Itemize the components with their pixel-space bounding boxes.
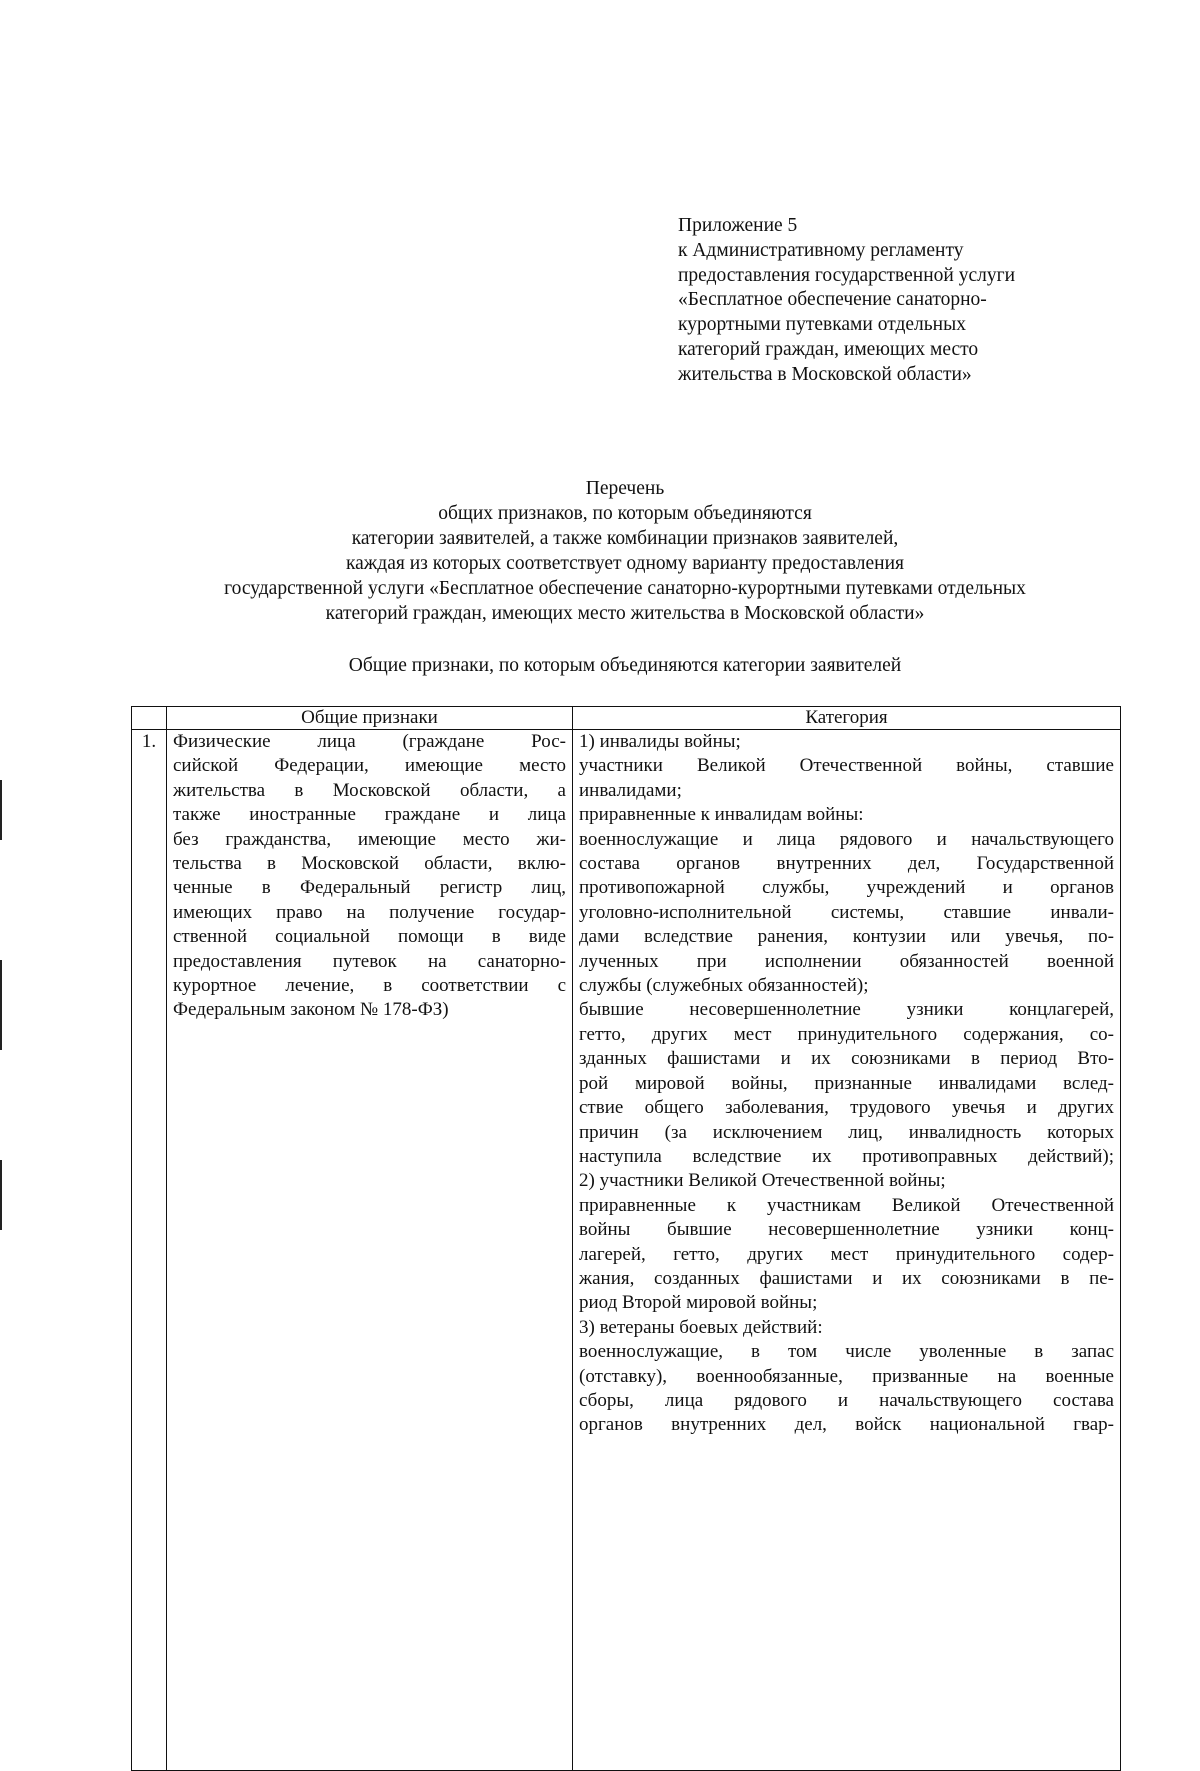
- category-line: лагерей, гетто, других мест принудительного содер-: [579, 1243, 1114, 1265]
- category-line: уголовно-исполнительной системы, ставшие инвали-: [579, 901, 1114, 923]
- sign-line: Федеральным законом № 178-ФЗ): [173, 999, 449, 1021]
- category-line: противопожарной службы, учреждений и органов: [579, 877, 1114, 899]
- scan-edge-artifact: [0, 780, 2, 840]
- document-title: [80, 476, 1170, 626]
- category-line: жания, созданных фашистами и их союзниками в пе-: [579, 1267, 1114, 1289]
- sign-line: без гражданства, имеющие место жи-: [173, 828, 566, 850]
- section-subtitle: Общие признаки, по которым объединяются категории заявителей: [348, 655, 902, 676]
- category-line: 1) инвалиды войны;: [579, 731, 741, 752]
- category-line: инвалидами;: [579, 779, 682, 801]
- appendix-line: предоставления государственной услуги: [678, 264, 1016, 286]
- appendix-line: категорий граждан, имеющих место: [678, 338, 979, 360]
- title-line: каждая из которых соответствует одному варианту предоставления: [345, 553, 905, 574]
- category-line: причин (за исключением лиц, инвалидность которых: [579, 1121, 1114, 1143]
- category-line: войны бывшие несовершеннолетние узники конц-: [579, 1219, 1114, 1241]
- scan-edge-artifact: [0, 960, 2, 1050]
- category-line: службы (служебных обязанностей);: [579, 975, 869, 997]
- category-line: наступила вследствие их противоправных действий);: [579, 1145, 1114, 1167]
- title-line: категории заявителей, а также комбинации признаков заявителей,: [351, 528, 899, 549]
- header-category: Категория: [573, 707, 1121, 730]
- sign-line: курортное лечение, в соответствии с: [173, 975, 566, 997]
- appendix-line: Приложение 5: [678, 215, 798, 236]
- row-number: 1.: [132, 730, 167, 1771]
- category-line: дами вследствие ранения, контузии или увечья, по-: [579, 926, 1114, 948]
- sign-line: имеющих право на получение государ-: [173, 901, 566, 923]
- category-line: участники Великой Отечественной войны, ставшие: [579, 755, 1114, 777]
- title-line: категорий граждан, имеющих место жительства в Московской области»: [325, 603, 925, 624]
- scan-edge-artifact: [0, 1160, 2, 1230]
- category-line: военнослужащие, в том числе уволенные в запас: [579, 1341, 1114, 1363]
- category-cell: [573, 730, 1121, 1771]
- category-line: лученных при исполнении обязанностей военной: [579, 950, 1114, 972]
- appendix-line: жительства в Московской области»: [678, 363, 972, 385]
- sign-line: ченные в Федеральный регистр лиц,: [173, 877, 566, 899]
- general-signs-cell: [167, 730, 573, 1771]
- table-header-row: [132, 707, 1121, 730]
- title-line: Перечень: [585, 478, 665, 499]
- appendix-line: курортными путевками отдельных: [678, 314, 966, 336]
- category-line: органов внутренних дел, войск национальной гвар-: [579, 1414, 1114, 1436]
- appendix-line: к Административному регламенту: [678, 239, 964, 261]
- category-line: приравненные к инвалидам войны:: [579, 804, 864, 826]
- appendix-line: «Бесплатное обеспечение санаторно-: [678, 289, 987, 311]
- title-line: общих признаков, по которым объединяются: [438, 503, 812, 524]
- category-line: рой мировой войны, признанные инвалидами вслед-: [579, 1072, 1114, 1094]
- appendix-header: [678, 214, 1158, 388]
- category-line: состава органов внутренних дел, Государственной: [579, 853, 1114, 875]
- category-line: (отставку), военнообязанные, призванные на военные: [579, 1365, 1114, 1387]
- applicant-signs-table: [131, 706, 1121, 1771]
- sign-line: сийской Федерации, имеющие место: [173, 755, 566, 777]
- category-line: 2) участники Великой Отечественной войны;: [579, 1170, 946, 1192]
- sign-line: также иностранные граждане и лица: [173, 804, 566, 826]
- category-line: ствие общего заболевания, трудового увечья и других: [579, 1097, 1114, 1119]
- sign-line: тельства в Московской области, вклю-: [173, 853, 566, 875]
- sign-line: предоставления путевок на санаторно-: [173, 950, 566, 972]
- category-line: бывшие несовершеннолетние узники концлагерей,: [579, 999, 1114, 1021]
- category-line: 3) ветераны боевых действий:: [579, 1316, 823, 1338]
- table-row: [132, 730, 1121, 1771]
- category-line: гетто, других мест принудительного содержания, со-: [579, 1023, 1114, 1045]
- title-line: государственной услуги «Бесплатное обеспечение санаторно-курортными путевками отдельных: [224, 578, 1026, 599]
- header-number: [132, 707, 167, 730]
- category-line: зданных фашистами и их союзниками в период Вто-: [579, 1048, 1114, 1070]
- sign-line: жительства в Московской области, а: [173, 779, 566, 801]
- category-line: военнослужащие и лица рядового и начальствующего: [579, 828, 1114, 850]
- category-line: риод Второй мировой войны;: [579, 1292, 818, 1314]
- header-general-signs: Общие признаки: [167, 707, 573, 730]
- sign-line: Физические лица (граждане Рос-: [173, 731, 566, 752]
- sign-line: ственной социальной помощи в виде: [173, 926, 566, 948]
- category-line: приравненные к участникам Великой Отечественной: [579, 1194, 1114, 1216]
- category-line: сборы, лица рядового и начальствующего состава: [579, 1389, 1114, 1411]
